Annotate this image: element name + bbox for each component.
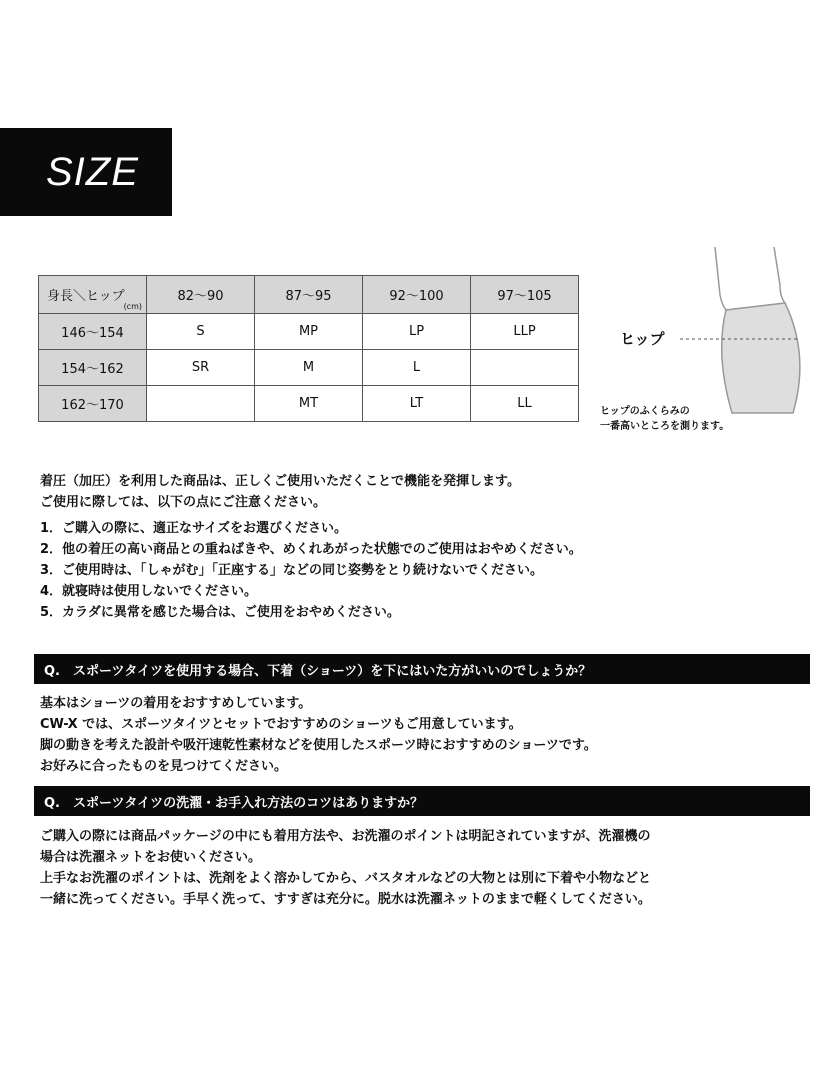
size-banner	[0, 128, 172, 216]
size-cell: LL	[471, 386, 579, 422]
faq-answer-line: ご購入の際には商品パッケージの中にも着用方法や、お洗濯のポイントは明記されていますが、洗濯機の	[40, 829, 651, 844]
size-cell: M	[255, 350, 363, 386]
size-cell: MT	[255, 386, 363, 422]
hip-column-header: 97〜105	[471, 276, 579, 314]
notice-item: 2．他の着圧の高い商品との重ねばきや、めくれあがった状態でのご使用はおやめください。	[40, 542, 582, 557]
notice-item: 1．ご購入の際に、適正なサイズをお選びください。	[40, 521, 348, 536]
hip-measure-note	[600, 404, 729, 434]
size-table-row	[39, 350, 579, 386]
size-title: SIZE	[46, 149, 139, 194]
notice-intro-line: 着圧（加圧）を利用した商品は、正しくご使用いただくことで機能を発揮します。	[40, 474, 520, 489]
hip-column-header: 92〜100	[363, 276, 471, 314]
height-row-header: 162〜170	[39, 386, 147, 422]
faq-answer	[40, 826, 651, 910]
height-row-header: 154〜162	[39, 350, 147, 386]
size-table-header-row	[39, 276, 579, 314]
size-cell: S	[147, 314, 255, 350]
faq-answer-line: 場合は洗濯ネットをお使いください。	[40, 850, 262, 865]
hip-note-line: ヒップのふくらみの	[600, 406, 690, 417]
notice-item: 4．就寝時は使用しないでください。	[40, 584, 258, 599]
faq-answer-line: お好みに合ったものを見つけてください。	[40, 759, 288, 774]
hip-label: ヒップ	[620, 330, 665, 348]
size-cell: L	[363, 350, 471, 386]
faq-question: Q. スポーツタイツを使用する場合、下着（ショーツ）を下にはいた方がいいのでしょうか？	[44, 663, 592, 679]
size-cell: SR	[147, 350, 255, 386]
faq-answer-line: 基本はショーツの着用をおすすめしています。	[40, 696, 312, 711]
faq-answer-line: 上手なお洗濯のポイントは、洗剤をよく溶かしてから、バスタオルなどの大物とは別に下着や小物などと	[40, 871, 652, 886]
faq-question: Q. スポーツタイツの洗濯・お手入れ方法のコツはありますか？	[44, 795, 424, 811]
corner-cell	[39, 276, 147, 314]
faq-answer-line: 脚の動きを考えた設計や吸汗速乾性素材などを使用したスポーツ時におすすめのショーツです。	[40, 738, 597, 753]
size-table-row	[39, 314, 579, 350]
height-row-header: 146〜154	[39, 314, 147, 350]
faq-answer	[40, 693, 597, 777]
notice-item: 3．ご使用時は、「しゃがむ」「正座する」などの同じ姿勢をとり続けないでください。	[40, 563, 544, 578]
size-cell	[471, 350, 579, 386]
size-cell: LT	[363, 386, 471, 422]
size-cell	[147, 386, 255, 422]
hip-figure-illustration	[660, 245, 810, 420]
notice-list	[40, 518, 582, 623]
hip-note-line: 一番高いところを測ります。	[600, 421, 730, 432]
notice-intro	[40, 471, 520, 513]
notice-intro-line: ご使用に際しては、以下の点にご注意ください。	[40, 495, 327, 510]
faq-question-bar	[34, 786, 810, 816]
hip-column-header: 87〜95	[255, 276, 363, 314]
hip-column-header: 82〜90	[147, 276, 255, 314]
faq-question-bar	[34, 654, 810, 684]
size-cell: MP	[255, 314, 363, 350]
faq-answer-line: 一緒に洗ってください。手早く洗って、すすぎは充分に。脱水は洗濯ネットのままで軽くしてください。	[40, 892, 651, 907]
notice-item: 5．カラダに異常を感じた場合は、ご使用をおやめください。	[40, 605, 400, 620]
size-cell: LLP	[471, 314, 579, 350]
size-table-row	[39, 386, 579, 422]
corner-unit: (cm)	[123, 302, 142, 311]
size-table	[38, 275, 579, 422]
size-cell: LP	[363, 314, 471, 350]
faq-answer-line: CW-X では、スポーツタイツとセットでおすすめのショーツもご用意しています。	[40, 717, 522, 732]
corner-label: 身長＼ヒップ	[47, 289, 125, 304]
